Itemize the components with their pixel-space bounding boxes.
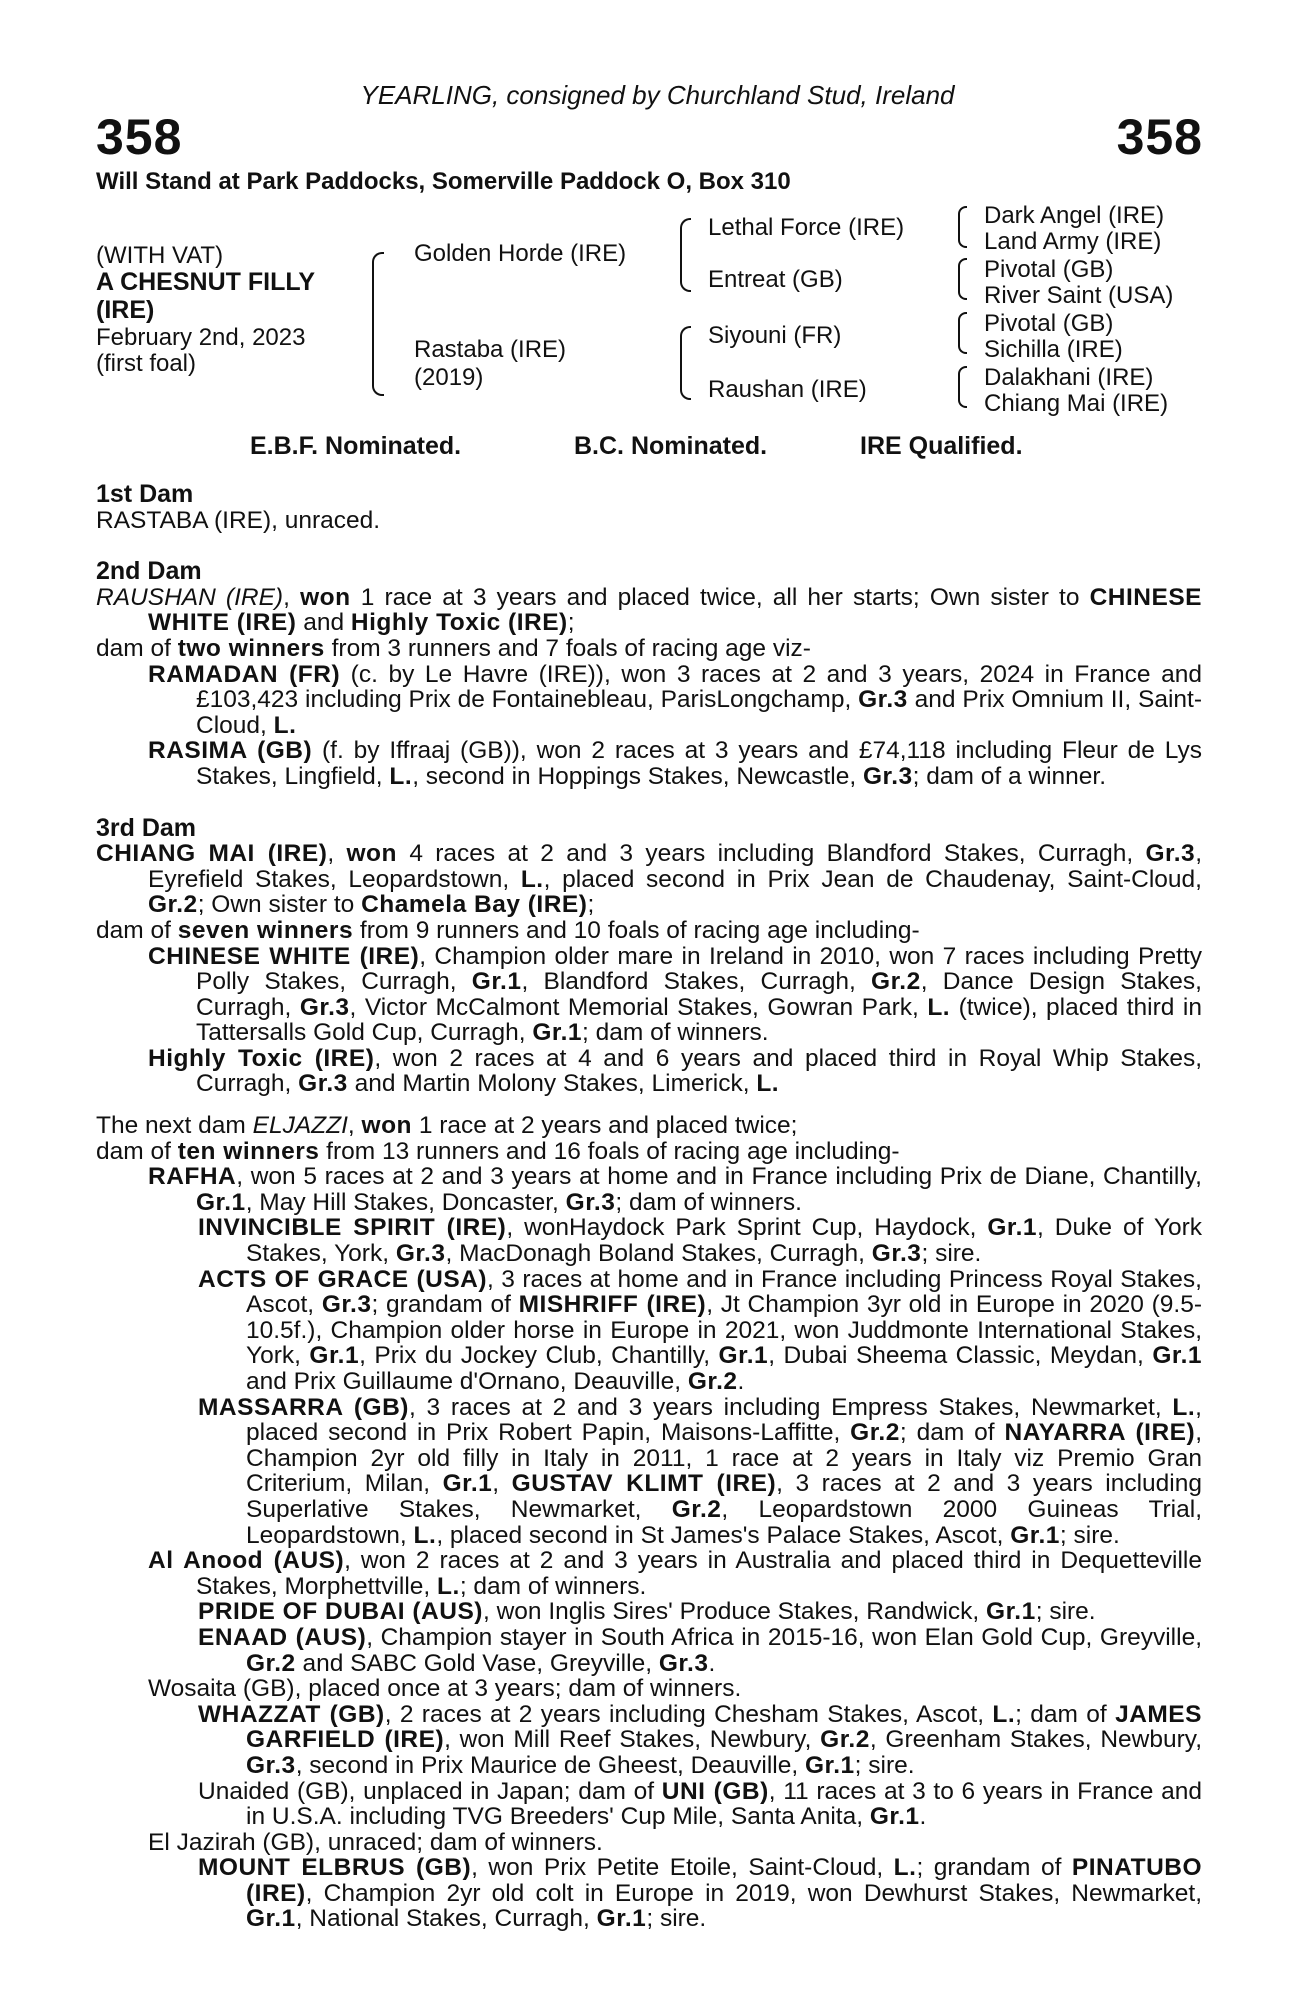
first-dam-heading: 1st Dam [96, 480, 194, 508]
sire: Golden Horde (IRE) [414, 240, 627, 267]
catalogue-body [96, 482, 1202, 1932]
consignment-line: YEARLING, consigned by Churchland Stud, Ireland [360, 80, 955, 110]
produce-al-anood: Al Anood (AUS), won 2 races at 2 and 3 years in Australia and placed third in Dequetteville Stakes, Morphettville, L.; dam of winners. [148, 1547, 1202, 1600]
sire-sire: Lethal Force (IRE) [708, 214, 905, 241]
lot-number-left: 358 [96, 109, 183, 165]
gg-8: Chiang Mai (IRE) [984, 390, 1169, 417]
sire-dam: Entreat (GB) [708, 266, 843, 293]
horse-name-country: (IRE) [96, 296, 155, 324]
dam-year: (2019) [414, 364, 484, 391]
brace-sire [680, 218, 691, 292]
next-dam-intro: The next dam ELJAZZI, won 1 race at 2 years and placed twice; [96, 1112, 798, 1140]
third-dam-heading: 3rd Dam [96, 813, 197, 842]
produce-mount-elbrus: MOUNT ELBRUS (GB), won Prix Petite Etoile, Saint-Cloud, L.; grandam of PINATUBO (IRE), Champion 2yr old colt in Europe in 2019, won Dewhurst Stakes, Newmarket, Gr.1, National Stakes, Curragh, Gr.1; sire. [198, 1854, 1203, 1933]
second-dam-intro: RAUSHAN (IRE), won 1 race at 3 years and placed twice, all her starts; Own sister to CHINESE WHITE (IRE) and Highly Toxic (IRE); [96, 583, 1203, 637]
foal-note: (first foal) [96, 350, 197, 377]
vat-note: (WITH VAT) [96, 242, 224, 269]
brace-g1 [958, 206, 967, 248]
produce-enaad: ENAAD (AUS), Champion stayer in South Africa in 2015-16, won Elan Gold Cup, Greyville, Gr.2 and SABC Gold Vase, Greyville, Gr.3. [198, 1623, 1203, 1677]
brace-dam [680, 326, 691, 400]
produce-pride-of-dubai: PRIDE OF DUBAI (AUS), won Inglis Sires' Produce Stakes, Randwick, Gr.1; sire. [198, 1598, 1096, 1626]
produce-rafha: RAFHA, won 5 races at 2 and 3 years at home and in France including Prix de Diane, Chantilly, Gr.1, May Hill Stakes, Doncaster, Gr.3; dam of winners. [148, 1163, 1202, 1216]
dam: Rastaba (IRE) [414, 336, 567, 363]
produce-invincible-spirit: INVINCIBLE SPIRIT (IRE), wonHaydock Park Sprint Cup, Haydock, Gr.1, Duke of York Stakes, York, Gr.3, MacDonagh Boland Stakes, Curragh, Gr.3; sire. [198, 1214, 1202, 1268]
ebf-nominated: E.B.F. Nominated. [250, 432, 462, 460]
next-dam-produce: dam of ten winners from 13 runners and 16 foals of racing age including- [96, 1137, 900, 1165]
produce-acts-of-grace: ACTS OF GRACE (USA), 3 races at home and in France including Princess Royal Stakes, Ascot, Gr.3; grandam of MISHRIFF (IRE), Jt Champion 3yr old in Europe in 2020 (9.5-10.5f.), Champion older horse in Europe in 2021, won Juddmonte International Stakes, York, Gr.1, Prix du Jockey Club, Chantilly, Gr.1, Dubai Sheema Classic, Meydan, Gr.1 and Prix Guillaume d'Ornano, Deauville, Gr.2. [198, 1265, 1203, 1395]
gg-3: Pivotal (GB) [984, 256, 1114, 283]
produce-wosaita: Wosaita (GB), placed once at 3 years; dam of winners. [148, 1675, 742, 1703]
gg-4: River Saint (USA) [984, 282, 1174, 309]
gg-6: Sichilla (IRE) [984, 336, 1123, 363]
bc-nominated: B.C. Nominated. [574, 432, 768, 460]
horse-name: A CHESNUT FILLY [96, 268, 315, 296]
produce-whazzat: WHAZZAT (GB), 2 races at 2 years including Chesham Stakes, Ascot, L.; dam of JAMES GARFIELD (IRE), won Mill Reef Stakes, Newbury, Gr.2, Greenham Stakes, Newbury, Gr.3, second in Prix Maurice de Gheest, Deauville, Gr.1; sire. [198, 1700, 1203, 1779]
ire-qualified: IRE Qualified. [860, 432, 1023, 460]
dam-sire: Siyouni (FR) [708, 322, 842, 349]
brace-g2 [958, 258, 967, 300]
gg-7: Dalakhani (IRE) [984, 364, 1154, 391]
produce-el-jazirah: El Jazirah (GB), unraced; dam of winners. [148, 1828, 603, 1856]
second-dam-heading: 2nd Dam [96, 557, 202, 586]
first-dam-text: RASTABA (IRE), unraced. [96, 506, 381, 534]
produce-chinese-white: CHINESE WHITE (IRE), Champion older mare in Ireland in 2010, won 7 races including Pretty Polly Stakes, Curragh, Gr.1, Blandford Stakes, Curragh, Gr.2, Dance Design Stakes, Curragh, Gr.3, Victor McCalmont Memorial Stakes, Gowran Park, L. (twice), placed third in Tattersalls Gold Cup, Curragh, Gr.1; dam of winners. [148, 942, 1202, 1047]
produce-massarra: MASSARRA (GB), 3 races at 2 and 3 years including Empress Stakes, Newmarket, L., placed second in Prix Robert Papin, Maisons-Laffitte, Gr.2; dam of NAYARRA (IRE), Champion 2yr old filly in Italy in 2011, 1 race at 2 years in Italy viz Premio Gran Criterium, Milan, Gr.1, GUSTAV KLIMT (IRE), 3 races at 2 and 3 years including Superlative Stakes, Newmarket, Gr.2, Leopardstown 2000 Guineas Trial, Leopardstown, L., placed second in St James's Palace Stakes, Ascot, Gr.1; sire. [198, 1393, 1202, 1549]
third-dam-produce: dam of seven winners from 9 runners and 10 foals of racing age including- [96, 916, 920, 944]
stand-info: Will Stand at Park Paddocks, Somerville Paddock O, Box 310 [96, 168, 791, 195]
third-dam-intro: CHIANG MAI (IRE), won 4 races at 2 and 3 years including Blandford Stakes, Curragh, Gr.3, Eyrefield Stakes, Leopardstown, L., placed second in Prix Jean de Chaudenay, Saint-Cloud, Gr.2; Own sister to Chamela Bay (IRE); [96, 840, 1202, 919]
gg-5: Pivotal (GB) [984, 310, 1114, 337]
produce-rasima: RASIMA (GB) (f. by Iffraaj (GB)), won 2 races at 3 years and £74,118 including Fleur de Lys Stakes, Lingfield, L., second in Hoppings Stakes, Newcastle, Gr.3; dam of a winner. [148, 737, 1202, 790]
second-dam-produce: dam of two winners from 3 runners and 7 foals of racing age viz- [96, 634, 811, 662]
gg-1: Dark Angel (IRE) [984, 202, 1165, 229]
foaling-date: February 2nd, 2023 [96, 324, 306, 351]
brace-main [372, 252, 384, 396]
produce-ramadan: RAMADAN (FR) (c. by Le Havre (IRE)), won 3 races at 2 and 3 years, 2024 in France and £103,423 including Prix de Fontainebleau, ParisLongchamp, Gr.3 and Prix Omnium II, Saint-Cloud, L. [148, 660, 1202, 739]
dam-dam: Raushan (IRE) [708, 376, 867, 403]
brace-g4 [958, 366, 967, 408]
gg-2: Land Army (IRE) [984, 228, 1162, 255]
brace-g3 [958, 312, 967, 354]
produce-highly-toxic: Highly Toxic (IRE), won 2 races at 4 and 6 years and placed third in Royal Whip Stakes, Curragh, Gr.3 and Martin Molony Stakes, Limerick, L. [148, 1044, 1203, 1098]
lot-number-right: 358 [1116, 109, 1203, 165]
produce-unaided: Unaided (GB), unplaced in Japan; dam of UNI (GB), 11 races at 3 to 6 years in France and in U.S.A. including TVG Breeders' Cup Mile, Santa Anita, Gr.1. [198, 1777, 1202, 1831]
